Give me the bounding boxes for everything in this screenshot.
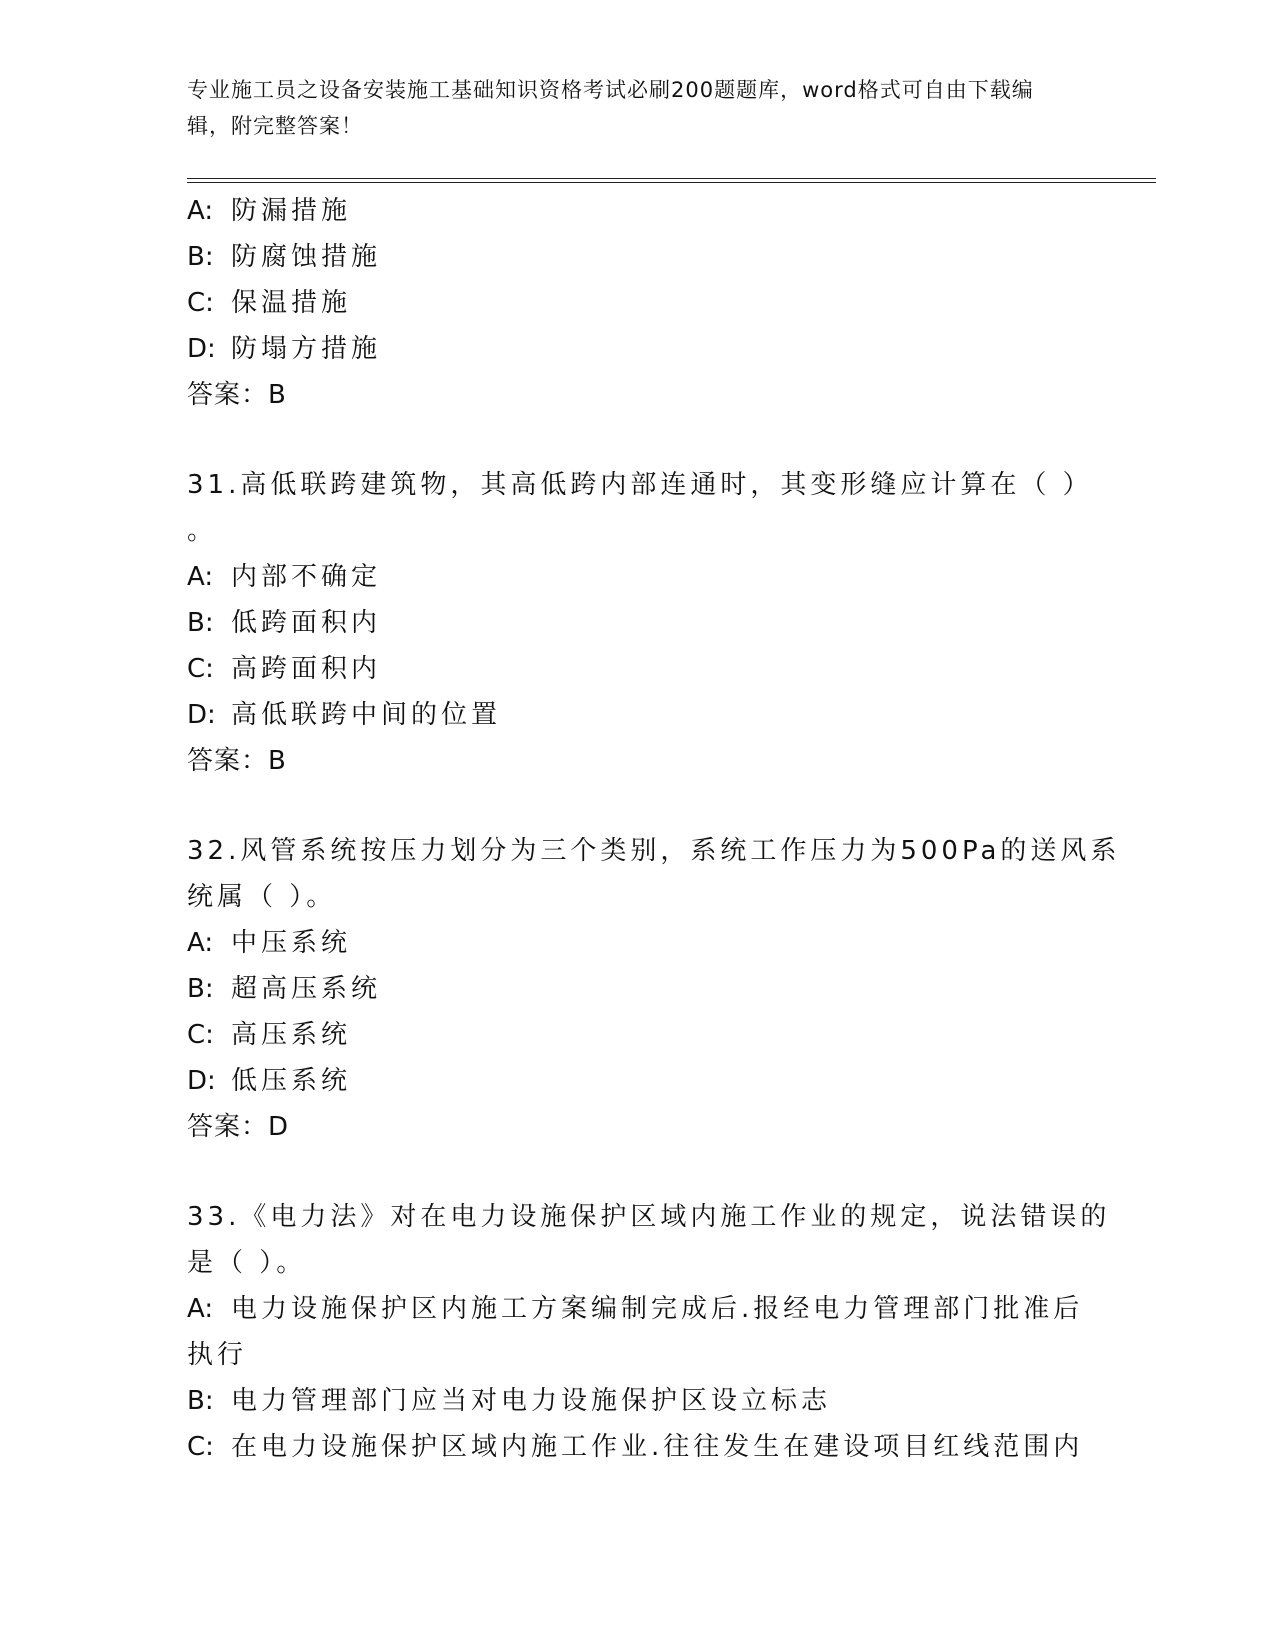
answer-line: 答案：B	[187, 380, 287, 410]
option-a-cont: 执行	[187, 1340, 248, 1370]
option-a: A: 中压系统	[187, 928, 352, 958]
option-b: B: 超高压系统	[187, 974, 382, 1004]
question-text: 32.风管系统按压力划分为三个类别，系统工作压力为500Pa的送风系	[187, 836, 1121, 866]
spacer	[187, 1150, 1087, 1194]
option-a: A: 防漏措施	[187, 196, 352, 226]
answer-line: 答案：D	[187, 1112, 290, 1142]
question-text-cont: 。	[187, 516, 218, 546]
question-text-cont: 是（ ）。	[187, 1248, 307, 1278]
option-d: D: 高低联跨中间的位置	[187, 700, 502, 730]
question-text: 31.高低联跨建筑物，其高低跨内部连通时，其变形缝应计算在（ ）	[187, 470, 1093, 500]
question-block-31	[187, 462, 1093, 784]
option-b: B: 防腐蚀措施	[187, 242, 382, 272]
question-block-33	[187, 1194, 1111, 1470]
option-c: C: 高跨面积内	[187, 654, 382, 684]
question-block-32	[187, 828, 1121, 1150]
question-text-cont: 统属（ ）。	[187, 882, 337, 912]
spacer	[187, 784, 1087, 828]
question-text: 33.《电力法》对在电力设施保护区域内施工作业的规定，说法错误的	[187, 1202, 1111, 1232]
option-b: B: 电力管理部门应当对电力设施保护区设立标志	[187, 1386, 832, 1416]
document-body	[187, 188, 1121, 1470]
option-b: B: 低跨面积内	[187, 608, 382, 638]
page-header	[187, 72, 1067, 144]
option-a: A: 内部不确定	[187, 562, 382, 592]
option-d: D: 低压系统	[187, 1066, 352, 1096]
spacer	[187, 418, 1087, 462]
header-title: 专业施工员之设备安装施工基础知识资格考试必刷200题题库，word格式可自由下载编辑，附完整答案！	[187, 78, 1034, 138]
option-d: D: 防塌方措施	[187, 334, 382, 364]
answer-line: 答案：B	[187, 746, 287, 776]
question-block-30	[187, 188, 1087, 418]
header-divider	[187, 178, 1156, 183]
option-c: C: 高压系统	[187, 1020, 352, 1050]
option-a: A: 电力设施保护区内施工方案编制完成后.报经电力管理部门批准后	[187, 1294, 1084, 1324]
option-c: C: 保温措施	[187, 288, 352, 318]
option-c: C: 在电力设施保护区域内施工作业.往往发生在建设项目红线范围内	[187, 1432, 1084, 1462]
